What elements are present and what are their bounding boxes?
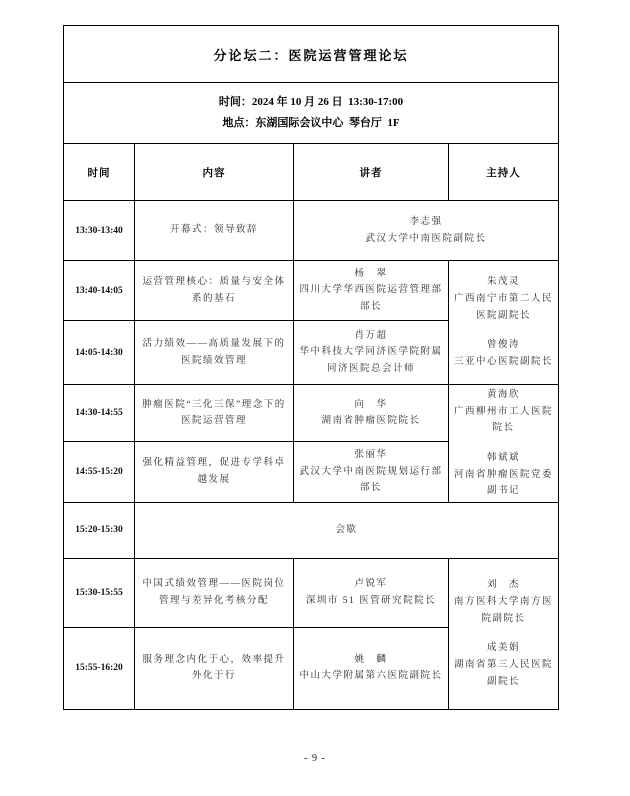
page-number: - 9 - bbox=[304, 753, 326, 764]
speaker-title: 深圳市 51 医管研究院院长 bbox=[305, 595, 437, 606]
content-cell: 服务理念内化于心，效率提升外化于行 bbox=[135, 627, 294, 709]
header-row bbox=[64, 144, 559, 201]
time-cell: 15:20-15:30 bbox=[64, 502, 135, 558]
moderator-title: 三亚中心医院副院长 bbox=[454, 356, 554, 367]
table-row bbox=[64, 385, 559, 442]
speaker-title: 湖南省肿瘤医院院长 bbox=[321, 416, 421, 427]
speaker-cell bbox=[294, 627, 449, 709]
content-cell: 强化精益管理，促进专学科卓越发展 bbox=[135, 442, 294, 502]
speaker-name: 卢锐军 bbox=[354, 579, 388, 590]
moderator-name: 黄海欣 bbox=[487, 390, 521, 400]
speaker-cell bbox=[294, 442, 449, 502]
moderator-name: 成美娟 bbox=[487, 643, 521, 654]
moderator-name: 曾俊涛 bbox=[487, 340, 521, 351]
moderator-title: 广西柳州市工人医院院长 bbox=[454, 406, 554, 434]
moderator-name: 朱茂灵 bbox=[487, 277, 521, 288]
meta-location: 地点：东湖国际会议中心 琴台厅 1F bbox=[222, 117, 400, 129]
table-row bbox=[64, 558, 559, 627]
time-cell: 13:40-14:05 bbox=[64, 261, 135, 321]
break-row bbox=[64, 502, 559, 558]
speaker-cell bbox=[294, 201, 559, 261]
moderator-title: 河南省肿瘤医院党委副书记 bbox=[454, 469, 554, 497]
meta-time: 时间：2024 年 10 月 26 日 13:30-17:00 bbox=[218, 96, 404, 109]
info-row bbox=[64, 83, 559, 144]
program-table bbox=[63, 25, 559, 710]
header-moderator: 主持人 bbox=[449, 144, 559, 201]
moderator-entry bbox=[454, 337, 553, 370]
table-row bbox=[64, 261, 559, 321]
time-cell: 14:30-14:55 bbox=[64, 385, 135, 442]
time-cell: 15:30-15:55 bbox=[64, 558, 135, 627]
title-row bbox=[64, 26, 559, 83]
speaker-cell bbox=[294, 385, 449, 442]
moderator-title: 湖南省第三人民医院副院长 bbox=[454, 659, 554, 687]
moderator-entry bbox=[454, 387, 553, 437]
time-cell: 13:30-13:40 bbox=[64, 201, 135, 261]
content-cell: 中国式绩效管理——医院岗位管理与差异化考核分配 bbox=[135, 558, 294, 627]
speaker-cell bbox=[294, 558, 449, 627]
forum-title: 分论坛二：医院运营管理论坛 bbox=[64, 26, 559, 83]
table-row bbox=[64, 201, 559, 261]
speaker-cell bbox=[294, 321, 449, 385]
speaker-title: 华中科技大学同济医学院附属同济医院总会计师 bbox=[299, 347, 443, 374]
speaker-cell bbox=[294, 261, 449, 321]
speaker-name: 张丽华 bbox=[354, 450, 388, 461]
moderator-entry bbox=[454, 640, 553, 690]
header-speaker: 讲者 bbox=[294, 144, 449, 201]
time-cell: 14:55-15:20 bbox=[64, 442, 135, 502]
break-cell: 会歇 bbox=[135, 502, 559, 558]
speaker-title: 中山大学附属第六医院副院长 bbox=[299, 671, 443, 682]
content-cell: 开幕式：领导致辞 bbox=[135, 201, 294, 261]
header-time: 时间 bbox=[64, 144, 135, 201]
moderator-cell bbox=[449, 261, 559, 385]
moderator-title: 南方医科大学南方医院副院长 bbox=[454, 597, 554, 624]
speaker-title: 武汉大学中南医院规划运行部部长 bbox=[299, 466, 443, 494]
moderator-cell bbox=[449, 385, 559, 503]
speaker-name: 姚 麟 bbox=[354, 654, 388, 665]
content-cell: 肿瘤医院“三化三保”理念下的医院运营管理 bbox=[135, 385, 294, 442]
moderator-entry bbox=[454, 577, 553, 627]
content-cell: 活力绩效——高质量发展下的医院绩效管理 bbox=[135, 321, 294, 385]
speaker-name: 肖万超 bbox=[354, 330, 388, 341]
speaker-name: 杨 翠 bbox=[354, 268, 388, 279]
time-cell: 14:05-14:30 bbox=[64, 321, 135, 385]
moderator-name: 韩斌斌 bbox=[487, 452, 521, 463]
speaker-name: 向 华 bbox=[354, 399, 388, 410]
moderator-entry bbox=[454, 274, 553, 324]
moderator-entry bbox=[454, 450, 553, 500]
speaker-title: 四川大学华西医院运营管理部部长 bbox=[299, 285, 443, 312]
meta-info-cell bbox=[64, 83, 559, 144]
moderator-name: 刘 杰 bbox=[487, 580, 521, 591]
speaker-title: 武汉大学中南医院副院长 bbox=[365, 233, 487, 244]
speaker-name: 李志强 bbox=[409, 216, 443, 227]
content-cell: 运营管理核心：质量与安全体系的基石 bbox=[135, 261, 294, 321]
moderator-cell bbox=[449, 558, 559, 709]
moderator-title: 广西南宁市第二人民医院副院长 bbox=[454, 294, 554, 321]
header-content: 内容 bbox=[135, 144, 294, 201]
time-cell: 15:55-16:20 bbox=[64, 627, 135, 709]
